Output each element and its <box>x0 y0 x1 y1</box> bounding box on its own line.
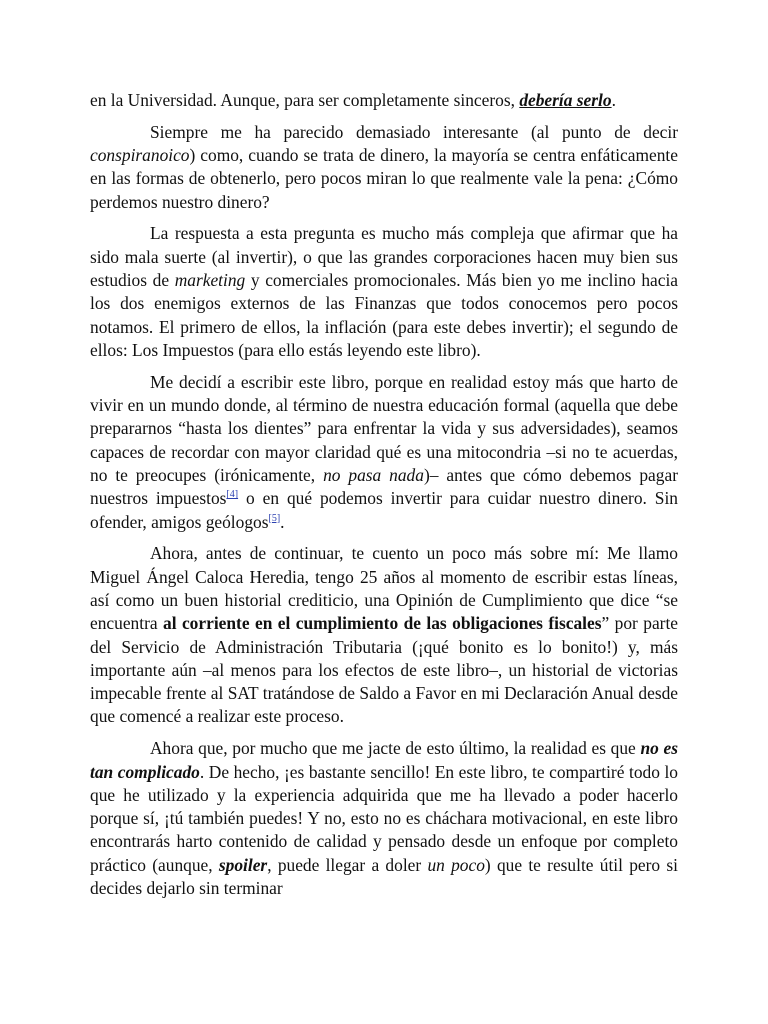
p4-text-e: . <box>280 511 285 532</box>
p5-text-a: Ahora, antes de continuar, te cuento un poco más sobre mí: Me llamo Miguel Ángel Caloca Heredia, tengo 25 años al momento de escribir estas líneas, así como un buen historial crediticio, una Opinión de Cumplimiento que dice “se encuentra <box>90 543 678 634</box>
p6-spoiler: spoiler <box>218 854 268 875</box>
p3-text-a: La respuesta a esta pregunta es mucho más compleja que afirmar que ha sido mala suerte (al invertir), o que las grandes corporaciones hacen muy bien sus estudios de <box>90 223 678 291</box>
p4-italic: no pasa nada <box>323 464 424 485</box>
p5-bold: al corriente en el cumplimiento de las obligaciones fiscales <box>163 613 602 634</box>
p2-text-c: ) como, cuando se trata de dinero, la mayoría se centra enfáticamente en las formas de obtenerlo, pero pocos miran lo que realmente vale la pena: ¿Cómo perdemos nuestro dinero? <box>90 145 678 212</box>
p3-text-c: y comerciales promocionales. Más bien yo me inclino hacia los dos enemigos externos de las Finanzas que todos conocemos pero pocos notamos. El primero de ellos, la inflación (para este debes invertir); el segundo de ellos: Los Impuestos (para ello estás leyendo este libro). <box>90 270 678 360</box>
p5-text-c: ” por parte del Servicio de Administración Tributaria (¡qué bonito es lo bonito!) y, más importante aún –al menos para los efectos de este libro–, un historial de victorias impecable frente al SAT tratándose de Saldo a Favor en mi Declaración Anual desde que comencé a realizar este proceso. <box>90 613 679 727</box>
p6-text-e: , puede llegar a doler <box>267 854 428 875</box>
p4-text-d: o en qué podemos invertir para cuidar nuestro dinero. Sin ofender, amigos geólogos <box>90 488 678 532</box>
p3-italic: marketing <box>174 270 246 291</box>
paragraph-6 <box>90 737 678 900</box>
p6-bold-italic: no es tan complicado <box>90 738 679 782</box>
paragraph-1 <box>90 89 678 112</box>
p4-text-a: Me decidí a escribir este libro, porque en realidad estoy más que harto de vivir en un mundo donde, al término de nuestra educación formal (aquella que debe prepararnos “hasta los dientes” para enfrentar la vida y sus adversidades), seamos capaces de recordar con mayor claridad qué es una mitocondria –si no te acuerdas, no te preocupes (irónicamente, <box>90 371 678 485</box>
p6-text-g: ) que te resulte útil pero si decides dejarlo sin terminar <box>90 854 678 898</box>
footnote-4-link[interactable]: [4] <box>226 489 239 501</box>
paragraph-2 <box>90 121 678 214</box>
p6-text-c: . De hecho, ¡es bastante sencillo! En este libro, te compartiré todo lo que he utilizado y la experiencia adquirida que me ha llevado a poder hacerlo porque sí, ¡tú también puedes! Y no, esto no es cháchara motivacional, en este libro encontrarás harto contenido de calidad y pensado desde un enfoque por completo práctico (aunque, <box>90 761 678 875</box>
body-text <box>90 89 678 909</box>
p6-text-a: Ahora que, por mucho que me jacte de esto último, la realidad es que <box>150 738 641 759</box>
paragraph-5 <box>90 542 678 728</box>
p2-text-a: Siempre me ha parecido demasiado interesante (al punto de decir <box>150 121 678 142</box>
p1-text-a: en la Universidad. Aunque, para ser completamente sinceros, <box>90 90 520 110</box>
footnote-5-link[interactable]: [5] <box>268 512 281 524</box>
deberia-serlo-link[interactable]: debería serlo <box>519 90 612 110</box>
p6-italic: un poco <box>427 854 485 875</box>
p2-italic: conspiranoico <box>90 145 190 166</box>
paragraph-3 <box>90 222 678 362</box>
paragraph-4 <box>90 371 678 534</box>
p4-text-c: )– antes que cómo debemos pagar nuestros impuestos <box>90 464 678 509</box>
p1-text-c: . <box>611 90 616 110</box>
